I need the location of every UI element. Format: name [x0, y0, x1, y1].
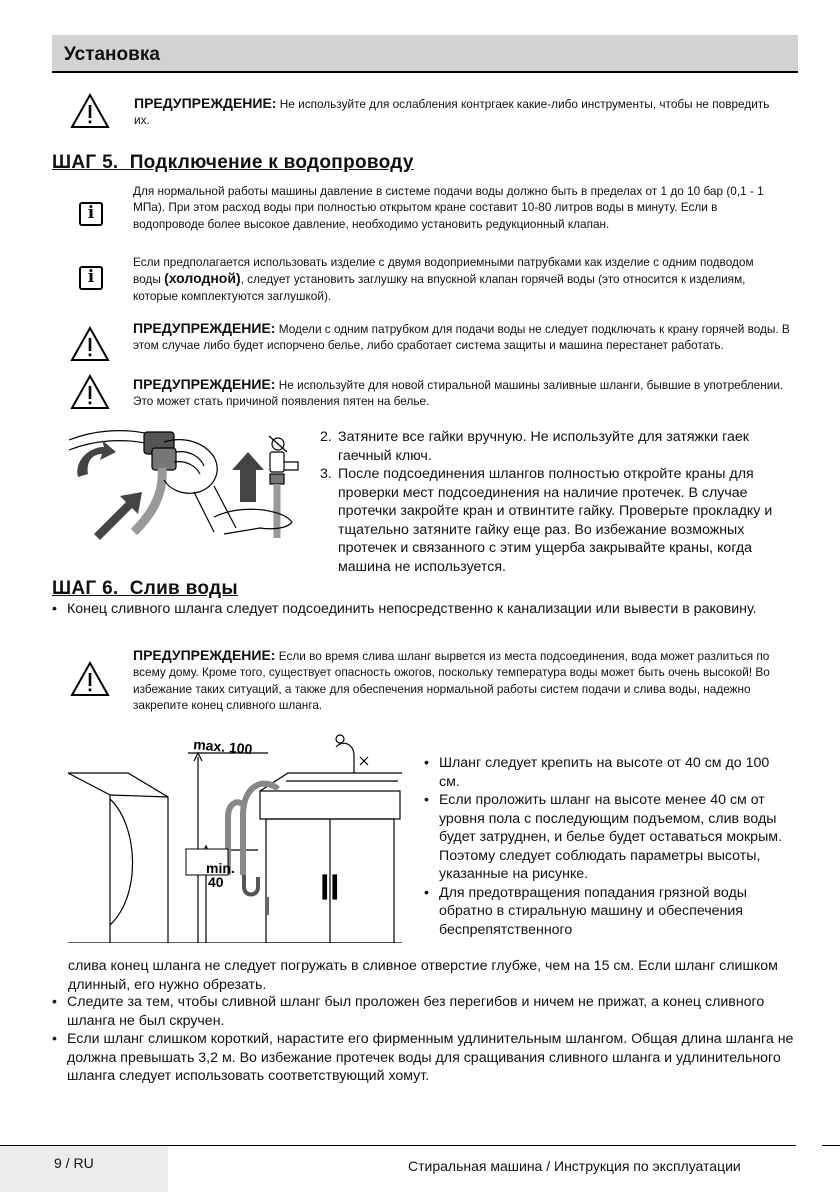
step5-warning-2: ПРЕДУПРЕЖДЕНИЕ: Не используйте для новой стиральной машины заливные шланги, бывшие в употреблении. Это может стать причиной появления пятен на белье. [133, 376, 784, 409]
warning-icon [70, 373, 110, 411]
list-item: • Если шланг слишком короткий, нарастите его фирменным удлинительным шлангом. Общая длина шланга не должна превышать 3,2 м. Во избежание протечек воды для сращивания сливного шланга и удлинительного шланга следует использовать соответствующий хомут. [52, 1030, 796, 1086]
step6-title: Слив воды [129, 578, 238, 599]
footer-divider [0, 1145, 796, 1146]
warning-icon [70, 92, 110, 130]
info-icon: i [79, 202, 103, 226]
step6-bullets-right [424, 754, 794, 939]
warning-label: ПРЕДУПРЕЖДЕНИЕ: [134, 95, 277, 111]
list-item: • Если проложить шланг на высоте менее 40 см от уровня пола с последующим подъемом, слив воды будет затруднен, и белье будет оставаться мокрым. Поэтому следует соблюдать параметры высоты, указанные на рисунке. [424, 791, 794, 884]
warning-icon [70, 325, 110, 363]
list-item: • Следите за тем, чтобы сливной шланг был проложен без перегибов и ничем не прижат, а конец сливного шланга не был скручен. [52, 993, 796, 1030]
hose-connection-illustration [64, 422, 310, 542]
warning-text: Не используйте для ослабления контргаек какие-либо инструменты, чтобы не повредить их. [134, 97, 770, 128]
list-item: • Конец сливного шланга следует подсоединить непосредственно к канализации или вывести в раковину. [52, 600, 792, 619]
footer-title: Стиральная машина / Инструкция по эксплуатации [408, 1158, 741, 1174]
step6-bullets-top [52, 600, 792, 619]
step5-instructions [320, 428, 790, 576]
list-item: 2. Затяните все гайки вручную. Не используйте для затяжки гаек гаечный ключ. [320, 429, 749, 464]
step6-number: ШАГ 6. [52, 578, 119, 599]
continuation-text: слива конец шланга не следует погружать в сливное отверстие глубже, чем на 15 см. Если шланг слишком длинный, его нужно обрезать. [68, 958, 778, 993]
drain-hose-diagram [68, 725, 402, 943]
min-height-value: 40 [208, 874, 224, 890]
list-item: • Для предотвращения попадания грязной воды обратно в стиральную машину и обеспечения беспрепятственного [424, 884, 794, 940]
section-title: Установка [64, 44, 160, 65]
max-height-label: max. 100 [192, 736, 254, 758]
info-icon: i [79, 266, 103, 290]
step6-heading [52, 578, 238, 600]
step5-info-1: Для нормальной работы машины давление в системе подачи воды должно быть в пределах от 1 до 10 бар (0,1 - 1 МПа). При этом расход воды при полностью открытом кране составит 10-80 литров воды в минуту. Если в водопроводе более высокое давление, необходимо установить редукционный клапан. [133, 184, 764, 231]
step5-number: ШАГ 5. [52, 152, 119, 173]
step5-heading [52, 152, 414, 174]
list-item: 3. После подсоединения шлангов полностью откройте краны для проверки мест подсоединения на наличие протечек. В случае протечки закройте кран и отвинтите гайку. Проверьте прокладку и тщательно затяните гайку еще раз. Во избежание возможных протечек и связанного с этим ущерба закрывайте краны, когда машина не используется. [320, 466, 773, 575]
step6-bullets-bottom [52, 993, 796, 1086]
page-number: 9 / RU [54, 1155, 94, 1171]
step5-title: Подключение к водопроводу [129, 152, 414, 173]
step5-warning-1: ПРЕДУПРЕЖДЕНИЕ: Модели с одним патрубком для подачи воды не следует подключать к крану горячей воды. В этом случае либо будет испорчено белье, либо сработает система защиты и машина перестанет работать. [133, 320, 790, 353]
warning-top [134, 95, 774, 129]
footer-divider [822, 1145, 840, 1146]
cold-water-label: (холодной) [164, 270, 241, 287]
min-height-label: min. [206, 860, 235, 876]
list-item: • Шланг следует крепить на высоте от 40 см до 100 см. [424, 754, 794, 791]
warning-icon [70, 660, 110, 698]
step5-info-2: Если предполагается использовать изделие с двумя водоприемными патрубками как изделие с одним подводом воды (холодной), следует установить заглушку на впускной клапан горячей воды (это относится к изделиям, которые комплектуются заглушкой). [133, 255, 754, 303]
section-header [52, 35, 798, 73]
step6-warning: ПРЕДУПРЕЖДЕНИЕ: Если во время слива шланг вырвется из места подсоединения, вода может разлиться по всему дому. Кроме того, существует опасность ожогов, поскольку температура воды может быть очень высокой! Во избежание таких ситуаций, а также для обеспечения нормальной работы систем подачи и слива воды, надежно закрепите конец сливного шланга. [133, 647, 770, 713]
